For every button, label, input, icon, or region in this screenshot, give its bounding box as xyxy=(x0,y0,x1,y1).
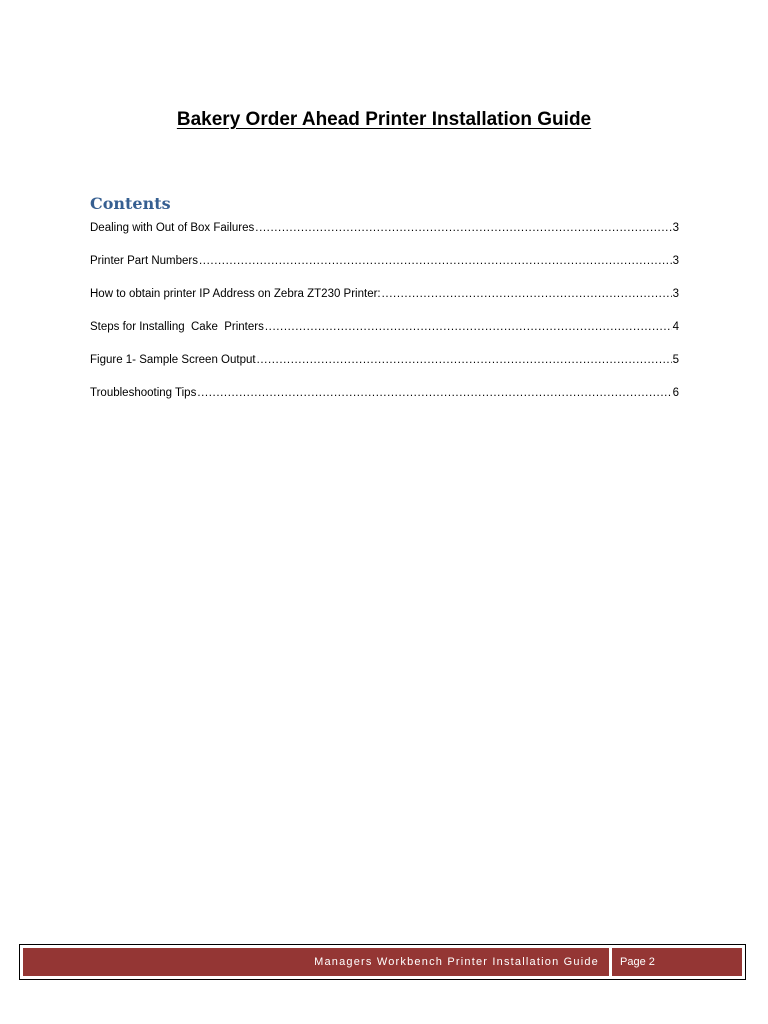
toc-dot-leader xyxy=(257,351,672,369)
toc-entry-page: 3 xyxy=(672,255,679,267)
table-of-contents xyxy=(90,219,679,417)
toc-entry-label: Troubleshooting Tips xyxy=(90,387,197,399)
toc-entry-page: 5 xyxy=(672,354,679,366)
footer-bar xyxy=(23,948,742,976)
toc-entry-label: Printer Part Numbers xyxy=(90,255,199,267)
toc-entry-label: How to obtain printer IP Address on Zebra ZT230 Printer: xyxy=(90,288,381,300)
document-title: Bakery Order Ahead Printer Installation Guide xyxy=(176,109,592,130)
footer-guide-name: Managers Workbench Printer Installation Guide xyxy=(23,948,609,976)
toc-dot-leader xyxy=(199,252,672,270)
toc-dot-leader xyxy=(197,384,671,402)
toc-dot-leader xyxy=(265,318,672,336)
page-footer xyxy=(19,944,746,980)
toc-entry-sample-screen-output[interactable] xyxy=(90,351,679,369)
footer-page-number: Page 2 xyxy=(612,948,742,976)
toc-entry-page: 3 xyxy=(672,288,679,300)
toc-entry-printer-part-numbers[interactable] xyxy=(90,252,679,270)
toc-entry-label: Dealing with Out of Box Failures xyxy=(90,222,255,234)
toc-dot-leader xyxy=(382,285,672,303)
toc-entry-printer-ip-address[interactable] xyxy=(90,285,679,303)
toc-dot-leader xyxy=(255,219,671,237)
toc-heading: Contents xyxy=(90,194,171,213)
toc-entry-label: Steps for Installing Cake Printers xyxy=(90,321,264,333)
toc-entry-page: 4 xyxy=(672,321,679,333)
toc-entry-page: 3 xyxy=(672,222,679,234)
toc-entry-page: 6 xyxy=(672,387,679,399)
toc-entry-installing-cake-printers[interactable] xyxy=(90,318,679,336)
toc-entry-out-of-box-failures[interactable] xyxy=(90,219,679,237)
toc-entry-label: Figure 1- Sample Screen Output xyxy=(90,354,256,366)
toc-entry-troubleshooting-tips[interactable] xyxy=(90,384,679,402)
